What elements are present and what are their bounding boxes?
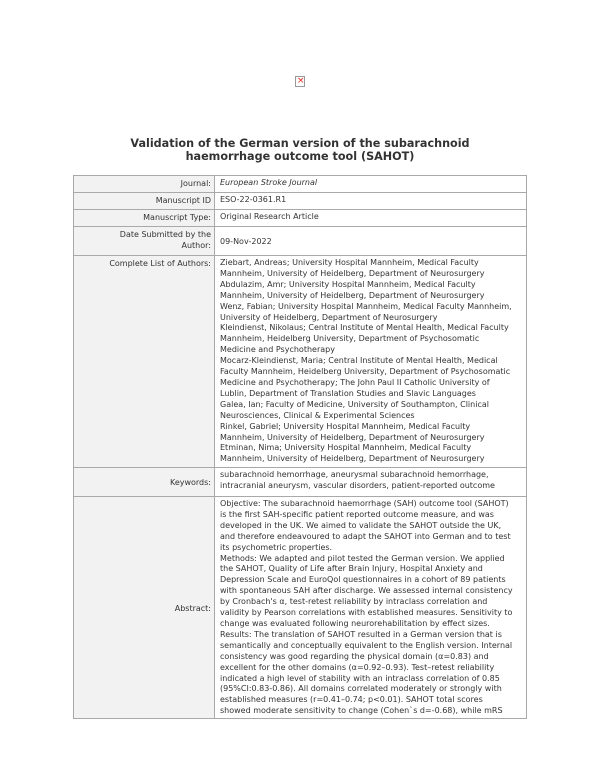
row-date-submitted xyxy=(74,227,527,256)
abstract-line: change was evaluated following neurorehabilitation by effect sizes. xyxy=(220,619,490,628)
row-authors xyxy=(74,256,527,468)
abstract-line: Results: The translation of SAHOT resulted in a German version that is xyxy=(220,629,502,639)
journal-value: European Stroke Journal xyxy=(215,176,527,193)
abstract-line: established measures (r=0.41–0.74; p<0.01). SAHOT total scores xyxy=(220,695,483,705)
author-line: Mannheim, University of Heidelberg, Department of Neurosurgery xyxy=(220,290,485,300)
broken-image-glyph: × xyxy=(297,76,305,86)
author-line: Galea, Ian; Faculty of Medicine, University of Southampton, Clinical xyxy=(220,399,489,409)
date-submitted-value: 09-Nov-2022 xyxy=(215,227,527,256)
keywords-value xyxy=(215,468,527,497)
abstract-line: consistency was good regarding the physical domain (α=0.83) and xyxy=(220,651,489,661)
title-line-1: Validation of the German version of the subarachnoid xyxy=(130,137,470,150)
author-line: Wenz, Fabian; University Hospital Mannheim, Medical Faculty Mannheim, xyxy=(220,301,512,311)
journal-label: Journal: xyxy=(74,176,215,193)
author-line: Kleindienst, Nikolaus; Central Institute of Mental Health, Medical Faculty xyxy=(220,323,509,333)
abstract-line: Methods: We adapted and pilot tested the German version. We applied xyxy=(220,553,505,563)
abstract-line: semantically and conceptually equivalent to the English version. Internal xyxy=(220,640,513,650)
author-line: Mannheim, University of Heidelberg, Department of Neurosurgery xyxy=(220,268,485,278)
abstract-line: Objective: The subarachnoid haemorrhage (SAH) outcome tool (SAHOT) xyxy=(220,499,509,509)
author-line: Medicine and Psychotherapy; The John Paul II Catholic University of xyxy=(220,377,490,387)
row-manuscript-id xyxy=(74,193,527,210)
keyword-line: intracranial aneurysm, vascular disorders, patient-reported outcome xyxy=(220,481,495,491)
author-line: Faculty Mannheim, Heidelberg University, Department of Psychosomatic xyxy=(220,367,511,377)
row-abstract xyxy=(74,497,527,719)
keywords-label: Keywords: xyxy=(74,468,215,497)
keyword-line: subarachnoid hemorrhage, aneurysmal subarachnoid hemorrhage, xyxy=(220,470,489,480)
date-submitted-label xyxy=(74,227,215,256)
author-line: Mannheim, Heidelberg University, Department of Psychosomatic xyxy=(220,334,480,344)
metadata-table xyxy=(73,175,527,719)
authors-value xyxy=(215,256,527,468)
author-line: University of Heidelberg, Department of Neurosurgery xyxy=(220,312,438,322)
broken-image-icon xyxy=(295,76,305,87)
row-journal xyxy=(74,176,527,193)
manuscript-id-value: ESO-22-0361.R1 xyxy=(215,193,527,210)
abstract-line: showed moderate sensitivity to change (Cohen`s d=-0.68), while mRS xyxy=(220,706,503,716)
authors-label: Complete List of Authors: xyxy=(74,256,215,468)
row-manuscript-type xyxy=(74,210,527,227)
author-line: Mannheim, University of Heidelberg, Department of Neurosurgery xyxy=(220,432,485,442)
abstract-line: validity by Pearson correlations with established measures. Sensitivity to xyxy=(220,608,513,618)
abstract-line: the SAHOT, Quality of Life after Brain Injury, Hospital Anxiety and xyxy=(220,564,483,574)
manuscript-type-value: Original Research Article xyxy=(215,210,527,227)
abstract-line: (95%CI:0.83-0.86). All domains correlated moderately or strongly with xyxy=(220,684,502,694)
page-title xyxy=(70,137,530,163)
title-line-2: haemorrhage outcome tool (SAHOT) xyxy=(185,150,415,163)
abstract-line: Depression Scale and EuroQol questionnaires in a cohort of 89 patients xyxy=(220,575,506,585)
author-line: Neurosciences, Clinical & Experimental Sciences xyxy=(220,410,415,420)
author-line: Ziebart, Andreas; University Hospital Mannheim, Medical Faculty xyxy=(220,258,479,267)
author-line: Medicine and Psychotherapy xyxy=(220,345,335,355)
abstract-line: excellent for the other domains (α=0.92–0.93). Test–retest reliability xyxy=(220,662,495,672)
author-line: Abdulazim, Amr; University Hospital Mannheim, Medical Faculty xyxy=(220,279,476,289)
author-line: Etminan, Nima; University Hospital Mannheim, Medical Faculty xyxy=(220,443,472,453)
abstract-label: Abstract: xyxy=(74,497,215,719)
author-line: Lublin, Department of Translation Studies and Slavic Languages xyxy=(220,388,476,398)
abstract-line: with spontaneous SAH after discharge. We assessed internal consistency xyxy=(220,586,513,596)
abstract-value xyxy=(215,497,527,719)
abstract-line: its psychometric properties. xyxy=(220,542,333,552)
abstract-line: indicated a high level of stability with an intraclass correlation of 0.85 xyxy=(220,673,500,683)
author-line: Mannheim, University of Heidelberg, Department of Neurosurgery xyxy=(220,454,485,464)
abstract-line: developed in the UK. We aimed to validate the SAHOT outside the UK, xyxy=(220,520,502,530)
abstract-line: by Cronbach's α, test-retest reliability by intraclass correlation and xyxy=(220,597,488,607)
manuscript-type-label: Manuscript Type: xyxy=(74,210,215,227)
date-label-line-1: Date Submitted by the xyxy=(119,230,211,239)
abstract-line: and therefore endeavoured to adapt the SAHOT into German and to test xyxy=(220,531,511,541)
date-label-line-2: Author: xyxy=(181,240,211,250)
author-line: Rinkel, Gabriel; University Hospital Mannheim, Medical Faculty xyxy=(220,421,471,431)
row-keywords xyxy=(74,468,527,497)
abstract-line: is the first SAH-specific patient reported outcome measure, and was xyxy=(220,509,494,519)
manuscript-id-label: Manuscript ID xyxy=(74,193,215,210)
author-line: Mocarz-Kleindienst, Maria; Central Institute of Mental Health, Medical xyxy=(220,356,498,366)
